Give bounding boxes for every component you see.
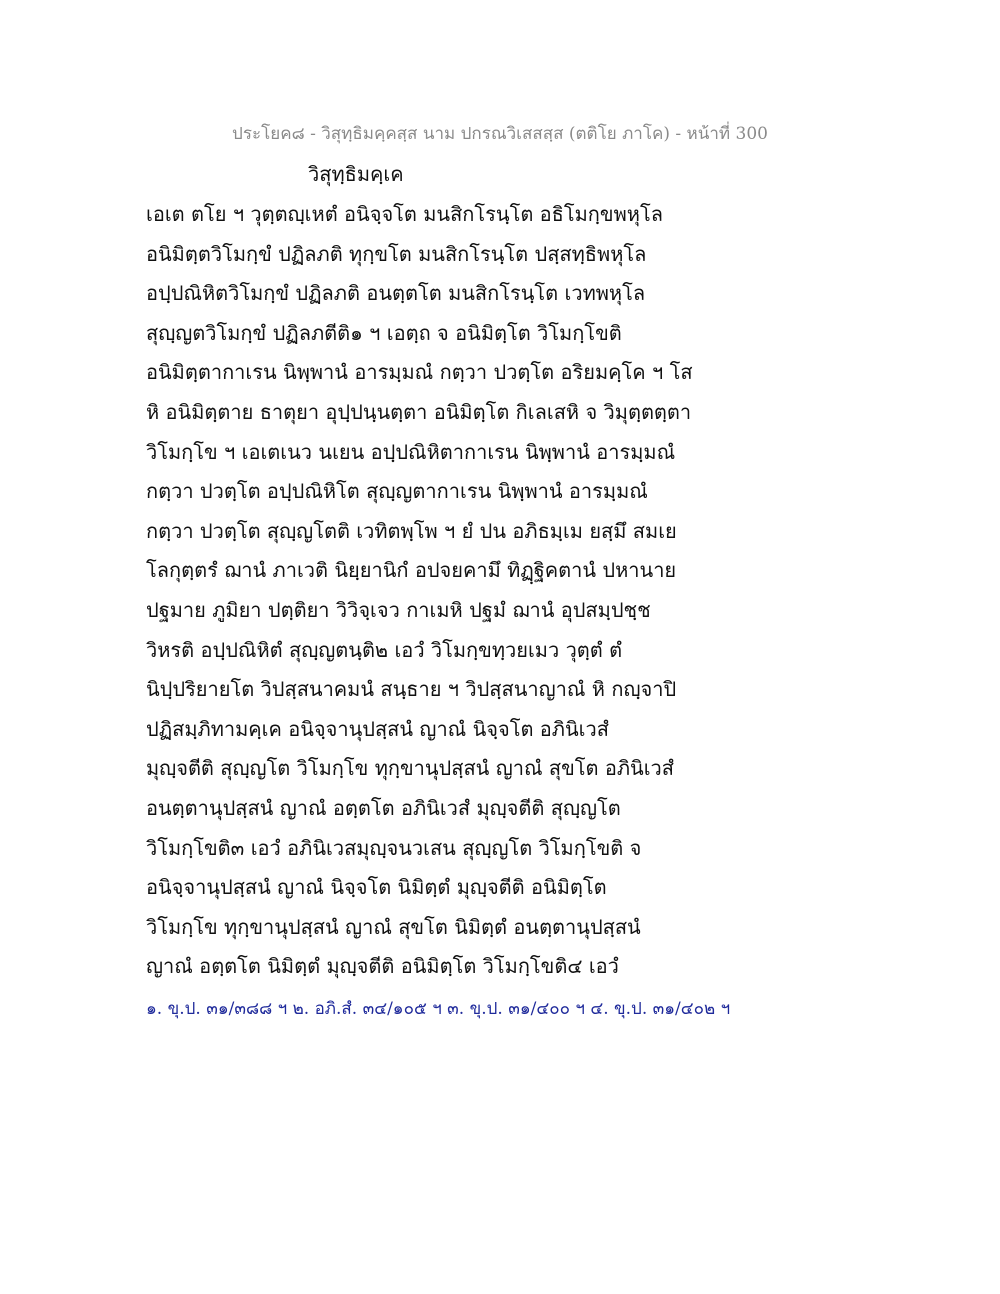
footnote: ๑. ขุ.ป. ๓๑/๓๘๘ ฯ ๒. อภิ.สํ. ๓๔/๑๐๕ ฯ ๓. ขุ.ป. ๓๑/๔๐๐ ฯ ๔. ขุ.ป. ๓๑/๔๐๒ ฯ (146, 999, 731, 1019)
text-line: อนิมิตฺตากาเรน นิพฺพานํ อารมฺมณํ กตฺวา ปวตฺโต อริยมคฺโค ฯ โส (146, 360, 693, 385)
text-line: นิปฺปริยายโต วิปสฺสนาคมนํ สนฺธาย ฯ วิปสฺสนาญาณํ หิ กญฺจาปิ (146, 677, 677, 702)
text-line: วิโมกฺโข ฯ เอเตเนว นเยน อปฺปณิหิตากาเรน นิพฺพานํ อารมฺมณํ (146, 439, 676, 464)
text-line: ญาณํ อตฺตโต นิมิตฺตํ มุญฺจตีติ อนิมิตฺโต วิโมกฺโขติ๔ เอวํ (146, 954, 619, 979)
body-text (146, 199, 886, 991)
page-header: ประโยค๘ - วิสุทฺธิมคฺคสฺส นาม ปกรณวิเสสสฺส (ตติโย ภาโค) - หน้าที่ 300 (232, 124, 768, 144)
text-line: หิ อนิมิตฺตาย ธาตุยา อุปฺปนฺนตฺตา อนิมิตฺโต กิเลเสหิ จ วิมุตฺตตฺตา (146, 399, 692, 424)
text-line: อนิจฺจานุปสฺสนํ ญาณํ นิจฺจโต นิมิตฺตํ มุญฺจตีติ อนิมิตฺโต (146, 875, 607, 900)
text-line: กตฺวา ปวตฺโต อปฺปณิหิโต สุญฺญตากาเรน นิพฺพานํ อารมฺมณํ (146, 479, 648, 504)
section-title: วิสุทฺธิมคฺเค (308, 162, 404, 186)
text-line: อปฺปณิหิตวิโมกฺขํ ปฏิลภติ อนตฺตโต มนสิกโรนฺโต เวทพหุโล (146, 281, 646, 306)
text-line: ปฏิสมฺภิทามคฺเค อนิจฺจานุปสฺสนํ ญาณํ นิจฺจโต อภินิเวสํ (146, 716, 609, 741)
text-line: มุญฺจตีติ สุญฺญโต วิโมกฺโข ทุกฺขานุปสฺสนํ ญาณํ สุขโต อภินิเวสํ (146, 756, 674, 781)
text-line: อนตฺตานุปสฺสนํ ญาณํ อตฺตโต อภินิเวสํ มุญฺจตีติ สุญฺญโต (146, 795, 621, 820)
text-line: เอเต ตโย ฯ วุตฺตญฺเหตํ อนิจฺจโต มนสิกโรนฺโต อธิโมกฺขพหุโล (146, 202, 663, 226)
text-line: ปฐมาย ภูมิยา ปตฺติยา วิวิจฺเจว กาเมหิ ปฐมํ ฌานํ อุปสมฺปชฺช (146, 597, 651, 622)
text-line: สุญฺญตวิโมกฺขํ ปฏิลภตีติ๑ ฯ เอตฺถ จ อนิมิตฺโต วิโมกฺโขติ (146, 320, 622, 345)
text-line: วิโมกฺโขติ๓ เอวํ อภินิเวสมุญฺจนวเสน สุญฺญโต วิโมกฺโขติ จ (146, 835, 642, 860)
text-line: วิโมกฺโข ทุกฺขานุปสฺสนํ ญาณํ สุขโต นิมิตฺตํ อนตฺตานุปสฺสนํ (146, 914, 641, 939)
text-line: โลกุตฺตรํ ฌานํ ภาเวติ นิยฺยานิกํ อปจยคามึ ทิฏฺฐิคตานํ ปหานาย (146, 558, 677, 583)
text-line: วิหรติ อปฺปณิหิตํ สุญฺญตนฺติ๒ เอวํ วิโมกฺขทฺวยเมว วุตฺตํ ตํ (146, 637, 623, 662)
text-line: กตฺวา ปวตฺโต สุญฺญโตติ เวทิตพฺโพ ฯ ยํ ปน อภิธมฺเม ยสฺมึ สมเย (146, 518, 677, 543)
text-line: อนิมิตฺตวิโมกฺขํ ปฏิลภติ ทุกฺขโต มนสิกโรนฺโต ปสฺสทฺธิพหุโล (146, 241, 647, 266)
